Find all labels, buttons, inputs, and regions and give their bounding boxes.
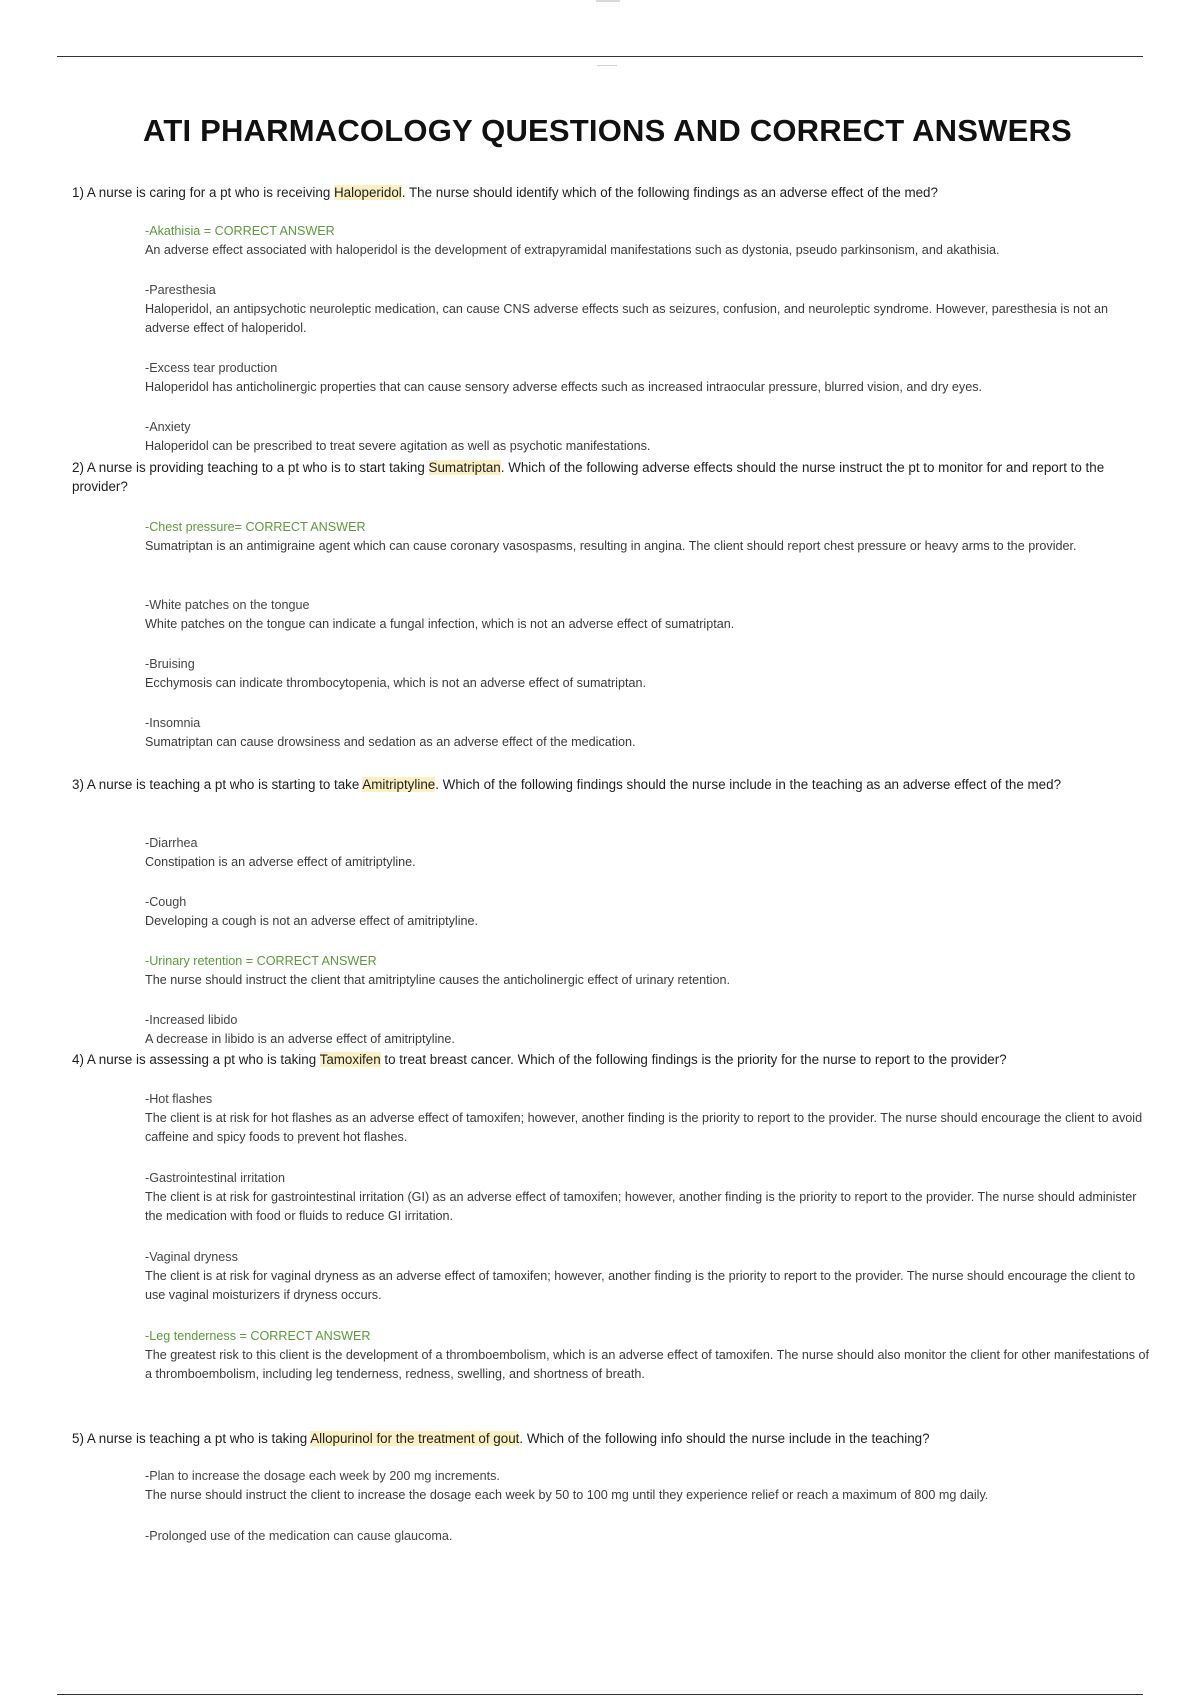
option-label: -Excess tear production xyxy=(145,361,278,375)
option-label: -Hot flashes xyxy=(145,1092,213,1106)
question-4-option-1 xyxy=(145,1090,1155,1147)
option-explanation: The client is at risk for vaginal dryness as an adverse effect of tamoxifen; however, another finding is the priority to report to the provider. The nurse should encourage the client to use vaginal moisturizers if dryness occurs. xyxy=(145,1269,1136,1302)
question-2-option-4 xyxy=(145,714,1155,752)
question-3-stem: 3) A nurse is teaching a pt who is starting to take Amitriptyline. Which of the following findings should the nurse include in the teaching as an adverse effect of the med? xyxy=(72,777,1062,792)
question-3-option-4 xyxy=(145,1011,1155,1049)
option-label: -Diarrhea xyxy=(145,836,198,850)
option-label: -Cough xyxy=(145,895,187,909)
question-4-option-4 xyxy=(145,1327,1155,1384)
header-dash xyxy=(597,65,617,66)
option-explanation: An adverse effect associated with haloperidol is the development of extrapyramidal manifestations such as dystonia, pseudo parkinsonism, and akathisia. xyxy=(145,243,1000,257)
footer-rule xyxy=(57,1694,1143,1695)
question-5-option-1 xyxy=(145,1467,1155,1505)
option-label: -Insomnia xyxy=(145,716,201,730)
drug-highlight: Tamoxifen xyxy=(319,1052,381,1067)
option-explanation: A decrease in libido is an adverse effect of amitriptyline. xyxy=(145,1032,455,1046)
question-3-option-2 xyxy=(145,893,1155,931)
option-explanation: White patches on the tongue can indicate a fungal infection, which is not an adverse effect of sumatriptan. xyxy=(145,617,735,631)
question-1-option-3 xyxy=(145,359,1155,397)
drug-highlight: Allopurinol for the treatment of gout xyxy=(310,1431,520,1446)
question-1-option-1 xyxy=(145,222,1155,260)
option-label: -Gastrointestinal irritation xyxy=(145,1171,285,1185)
option-explanation: The greatest risk to this client is the development of a thromboembolism, which is an adverse effect of tamoxifen. The nurse should also monitor the client for other manifestations of a thromboembolism, including leg tenderness, redness, swelling, and shortness of breath. xyxy=(145,1348,1150,1381)
question-2-option-3 xyxy=(145,655,1155,693)
option-explanation: Haloperidol has anticholinergic properties that can cause sensory adverse effects such as increased intraocular pressure, blurred vision, and dry eyes. xyxy=(145,380,982,394)
option-label: -Akathisia = CORRECT ANSWER xyxy=(145,224,335,238)
option-explanation: Haloperidol, an antipsychotic neuroleptic medication, can cause CNS adverse effects such as seizures, confusion, and neuroleptic syndrome. However, paresthesia is not an adverse effect of haloperidol. xyxy=(145,302,1109,335)
option-explanation: Constipation is an adverse effect of amitriptyline. xyxy=(145,855,416,869)
question-1-option-4 xyxy=(145,418,1155,456)
drug-highlight: Sumatriptan xyxy=(428,460,501,475)
option-explanation: Ecchymosis can indicate thrombocytopenia, which is not an adverse effect of sumatriptan. xyxy=(145,676,646,690)
question-3-option-3 xyxy=(145,952,1155,990)
option-explanation: The nurse should instruct the client that amitriptyline causes the anticholinergic effect of urinary retention. xyxy=(145,973,730,987)
option-explanation: The nurse should instruct the client to increase the dosage each week by 50 to 100 mg until they experience relief or reach a maximum of 800 mg daily. xyxy=(145,1488,989,1502)
option-label: -Vaginal dryness xyxy=(145,1250,238,1264)
drug-highlight: Haloperidol xyxy=(334,185,402,200)
question-5-stem: 5) A nurse is teaching a pt who is taking Allopurinol for the treatment of gout. Which of the following info should the nurse include in the teaching? xyxy=(72,1431,930,1446)
drug-highlight: Amitriptyline xyxy=(362,777,436,792)
option-label: -Prolonged use of the medication can cause glaucoma. xyxy=(145,1529,453,1543)
option-label: -Paresthesia xyxy=(145,283,216,297)
option-label: -White patches on the tongue xyxy=(145,598,310,612)
question-2-option-2 xyxy=(145,596,1155,634)
option-label: -Increased libido xyxy=(145,1013,238,1027)
option-label: -Urinary retention = CORRECT ANSWER xyxy=(145,954,377,968)
option-explanation: Sumatriptan can cause drowsiness and sedation as an adverse effect of the medication. xyxy=(145,735,636,749)
option-explanation: The client is at risk for gastrointestinal irritation (GI) as an adverse effect of tamoxifen; however, another finding is the priority to report to the provider. The nurse should administer the medication with food or fluids to reduce GI irritation. xyxy=(145,1190,1137,1223)
question-1-option-2 xyxy=(145,281,1155,338)
option-label: -Leg tenderness = CORRECT ANSWER xyxy=(145,1329,371,1343)
question-5-option-2 xyxy=(145,1527,1155,1546)
question-1-stem: 1) A nurse is caring for a pt who is receiving Haloperidol. The nurse should identify which of the following findings as an adverse effect of the med? xyxy=(72,185,938,200)
header-rule xyxy=(57,56,1143,57)
option-label: -Chest pressure= CORRECT ANSWER xyxy=(145,520,366,534)
question-2-stem: 2) A nurse is providing teaching to a pt who is to start taking Sumatriptan. Which of the following adverse effects should the nurse instruct the pt to monitor for and report to the provider? xyxy=(72,460,1105,494)
document-title: ATI PHARMACOLOGY QUESTIONS AND CORRECT ANSWERS xyxy=(143,113,1072,148)
question-2-option-1 xyxy=(145,518,1155,556)
question-4-option-2 xyxy=(145,1169,1155,1226)
option-explanation: The client is at risk for hot flashes as an adverse effect of tamoxifen; however, another finding is the priority to report to the provider. The nurse should encourage the client to avoid caffeine and spicy foods to prevent hot flashes. xyxy=(145,1111,1143,1144)
question-3-option-1 xyxy=(145,834,1155,872)
page-top-mark xyxy=(596,0,620,2)
option-explanation: Developing a cough is not an adverse effect of amitriptyline. xyxy=(145,914,478,928)
question-4-stem: 4) A nurse is assessing a pt who is taking Tamoxifen to treat breast cancer. Which of the following findings is the priority for the nurse to report to the provider? xyxy=(72,1052,1007,1067)
option-label: -Bruising xyxy=(145,657,195,671)
option-label: -Anxiety xyxy=(145,420,191,434)
question-4-option-3 xyxy=(145,1248,1155,1305)
option-explanation: Haloperidol can be prescribed to treat severe agitation as well as psychotic manifestations. xyxy=(145,439,651,453)
option-label: -Plan to increase the dosage each week by 200 mg increments. xyxy=(145,1469,500,1483)
option-explanation: Sumatriptan is an antimigraine agent which can cause coronary vasospasms, resulting in angina. The client should report chest pressure or heavy arms to the provider. xyxy=(145,539,1077,553)
